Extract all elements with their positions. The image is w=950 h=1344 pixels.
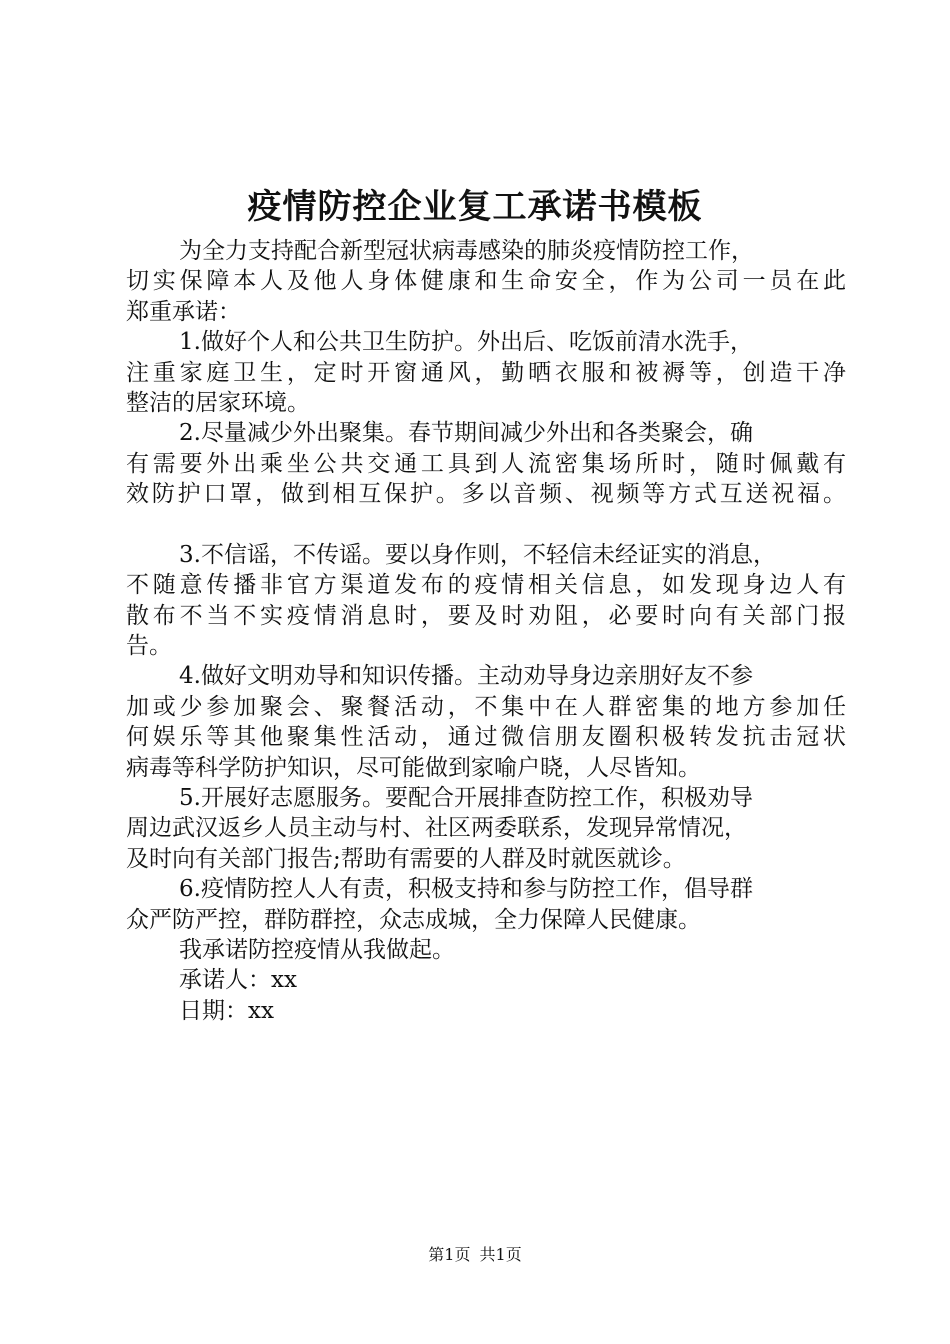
intro-line-2: 切实保障本人及他人身体健康和生命安全，作为公司一员在此 [126,268,846,295]
item-4-line-1: 4.做好文明劝导和知识传播。主动劝导身边亲朋好友不参 [179,663,753,690]
item-3-line-1: 3.不信谣，不传谣。要以身作则，不轻信未经证实的消息， [179,541,776,568]
item-1-line-3: 整洁的居家环境。 [126,389,310,416]
item-4-line-3: 何娱乐等其他聚集性活动，通过微信朋友圈积极转发抗击冠状 [126,724,846,751]
item-5-line-2: 周边武汉返乡人员主动与村、社区两委联系，发现异常情况， [126,815,747,842]
item-3-line-3: 散布不当不实疫情消息时，要及时劝阻，必要时向有关部门报 [126,602,846,629]
item-2-line-1: 2.尽量减少外出聚集。春节期间减少外出和各类聚会，确 [179,420,753,447]
document-title: 疫情防控企业复工承诺书模板 [247,187,703,227]
intro-line-1: 为全力支持配合新型冠状病毒感染的肺炎疫情防控工作， [179,238,754,264]
page-footer [0,1243,950,1267]
item-4-line-4: 病毒等科学防护知识，尽可能做到家喻户晓，人尽皆知。 [126,754,701,781]
item-5-line-3: 及时向有关部门报告;帮助有需要的人群及时就医就诊。 [126,845,686,872]
item-3-line-4: 告。 [126,633,172,660]
item-4-line-2: 加或少参加聚会、聚餐活动，不集中在人群密集的地方参加任 [126,693,846,720]
page-total: 共1页 [479,1245,522,1264]
signer-line: 承诺人：xx [179,967,297,994]
document-body [126,236,846,1026]
item-6-line-1: 6.疫情防控人人有责，积极支持和参与防控工作，倡导群 [179,876,753,903]
intro-line-3: 郑重承诺： [126,298,241,325]
item-1-line-2: 注重家庭卫生，定时开窗通风，勤晒衣服和被褥等，创造干净 [126,359,846,386]
item-3-line-2: 不随意传播非官方渠道发布的疫情相关信息，如发现身边人有 [126,572,846,599]
item-1-line-1: 1.做好个人和公共卫生防护。外出后、吃饭前清水洗手， [179,329,753,356]
page-number: 第1页 [428,1245,471,1264]
paragraph-gap [126,510,846,540]
item-2-line-2: 有需要外出乘坐公共交通工具到人流密集场所时，随时佩戴有 [126,450,846,477]
item-5-line-1: 5.开展好志愿服务。要配合开展排查防控工作，积极劝导 [179,785,753,812]
date-line: 日期：xx [179,997,274,1024]
item-6-line-2: 众严防严控，群防群控，众志成城，全力保障人民健康。 [126,906,701,933]
item-2-line-3: 效防护口罩，做到相互保护。多以音频、视频等方式互送祝福。 [126,481,846,508]
pledge-statement: 我承诺防控疫情从我做起。 [179,936,455,963]
